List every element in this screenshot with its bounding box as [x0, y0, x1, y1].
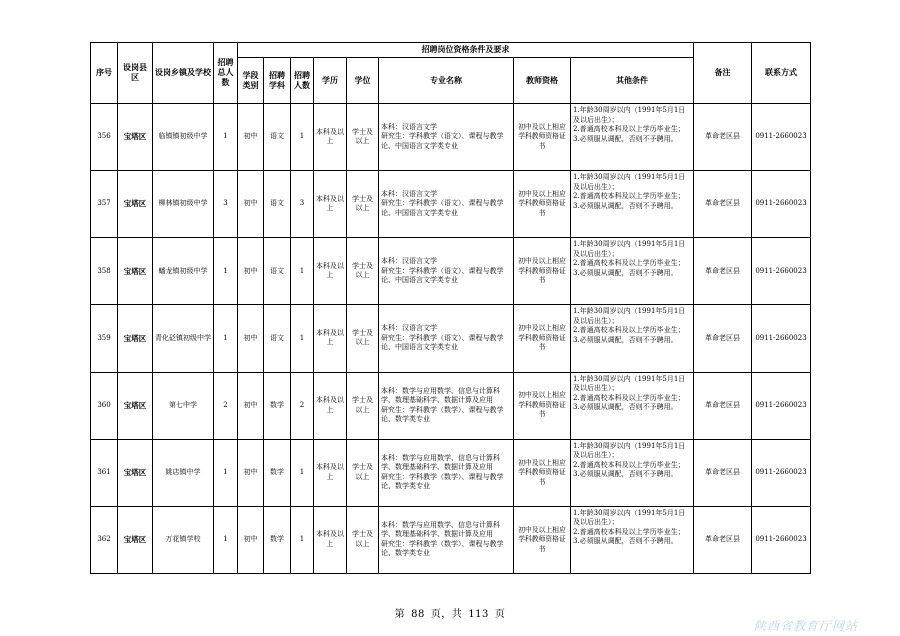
footer-total-pages: 113: [468, 609, 489, 620]
cell-school: 蟠龙镇初级中学: [153, 238, 214, 305]
cell-contact: 0911-2660023: [752, 104, 811, 171]
cell-other: [571, 171, 694, 238]
cell-seq: 361: [91, 439, 118, 506]
cell-teacher: 初中及以上相应学科教师资格证书: [514, 372, 571, 439]
cell-count: 1: [291, 104, 314, 171]
cell-stage: 初中: [238, 439, 264, 506]
cell-degree: 学士及以上: [347, 372, 379, 439]
header-stage: 学段类别: [238, 58, 264, 104]
cell-school: 青化砭镇初级中学: [153, 305, 214, 372]
cell-contact: 0911-2660023: [752, 372, 811, 439]
cell-edu: 本科及以上: [314, 104, 347, 171]
cell-contact: 0911-2660023: [752, 439, 811, 506]
other-line: 3.必须服从调配，否则不予聘用。: [573, 335, 678, 344]
header-contact: 联系方式: [752, 43, 811, 104]
cell-total: 1: [214, 238, 238, 305]
cell-seq: 362: [91, 506, 118, 573]
cell-degree: 学士及以上: [347, 104, 379, 171]
other-line: 3.必须服从调配，否则不予聘用。: [573, 201, 678, 210]
other-line: 3.必须服从调配，否则不予聘用。: [573, 537, 678, 546]
major-line: 研究生：学科教学（语文）、课程与教学论、中国语言文学类专业: [381, 266, 504, 285]
cell-school: 临镇镇初级中学: [153, 104, 214, 171]
cell-note: 革命老区县: [694, 104, 752, 171]
cell-count: 1: [291, 305, 314, 372]
cell-degree: 学士及以上: [347, 439, 379, 506]
cell-subject: 语文: [264, 305, 291, 372]
cell-stage: 初中: [238, 305, 264, 372]
footer-prefix: 第: [394, 609, 406, 620]
major-line: 本科：数学与应用数学、信息与计算科学、数理基础科学、数据计算及应用: [381, 453, 500, 472]
cell-county: 宝塔区: [118, 171, 153, 238]
cell-other: [571, 238, 694, 305]
cell-major: [379, 506, 514, 573]
cell-total: 1: [214, 506, 238, 573]
other-line: 2.普通高校本科及以上学历毕业生；: [573, 192, 685, 201]
header-edu: 学历: [314, 58, 347, 104]
cell-degree: 学士及以上: [347, 506, 379, 573]
header-note: 备注: [694, 43, 752, 104]
major-line: 研究生：学科教学（语文）、课程与教学论、中国语言文学类专业: [381, 132, 504, 150]
cell-stage: 初中: [238, 372, 264, 439]
major-line: 本科：汉语言文学: [381, 122, 437, 131]
header-total: 招聘总人数: [214, 43, 238, 104]
cell-county: 宝塔区: [118, 506, 153, 573]
cell-subject: 语文: [264, 104, 291, 171]
header-subject: 招聘学科: [264, 58, 291, 104]
cell-note: 革命老区县: [694, 305, 752, 372]
other-line: 1.年龄30周岁以内（1991年5月1日及以后出生）；: [573, 508, 686, 527]
cell-edu: 本科及以上: [314, 305, 347, 372]
other-line: 2.普通高校本科及以上学历毕业生；: [573, 125, 685, 133]
cell-county: 宝塔区: [118, 439, 153, 506]
footer-page-number: 88: [411, 609, 425, 620]
cell-count: 3: [291, 171, 314, 238]
header-school: 设岗乡镇及学校: [153, 43, 214, 104]
table-row: [91, 104, 811, 171]
cell-county: 宝塔区: [118, 305, 153, 372]
major-line: 研究生：学科教学（语文）、课程与教学论、中国语言文学类专业: [381, 333, 504, 352]
table-row: [91, 372, 811, 439]
other-line: 1.年龄30周岁以内（1991年5月1日及以后出生）；: [573, 106, 686, 124]
other-line: 3.必须服从调配，否则不予聘用。: [573, 470, 678, 479]
cell-other: [571, 305, 694, 372]
other-line: 2.普通高校本科及以上学历毕业生；: [573, 460, 685, 469]
cell-subject: 语文: [264, 171, 291, 238]
cell-note: 革命老区县: [694, 238, 752, 305]
cell-degree: 学士及以上: [347, 171, 379, 238]
cell-edu: 本科及以上: [314, 238, 347, 305]
cell-major: [379, 372, 514, 439]
cell-school: 柳林镇初级中学: [153, 171, 214, 238]
cell-total: 3: [214, 171, 238, 238]
cell-contact: 0911-2660023: [752, 238, 811, 305]
table-row: [91, 439, 811, 506]
cell-teacher: 初中及以上相应学科教师资格证书: [514, 305, 571, 372]
cell-seq: 357: [91, 171, 118, 238]
cell-count: 1: [291, 439, 314, 506]
cell-stage: 初中: [238, 171, 264, 238]
cell-degree: 学士及以上: [347, 238, 379, 305]
cell-edu: 本科及以上: [314, 171, 347, 238]
cell-note: 革命老区县: [694, 171, 752, 238]
cell-major: [379, 104, 514, 171]
cell-total: 2: [214, 372, 238, 439]
other-line: 2.普通高校本科及以上学历毕业生；: [573, 393, 685, 402]
cell-county: 宝塔区: [118, 372, 153, 439]
cell-stage: 初中: [238, 104, 264, 171]
table-row: [91, 238, 811, 305]
cell-contact: 0911-2660023: [752, 171, 811, 238]
cell-school: 万花镇学校: [153, 506, 214, 573]
header-count: 招聘人数: [291, 58, 314, 104]
cell-teacher: 初中及以上相应学科教师资格证书: [514, 238, 571, 305]
other-line: 2.普通高校本科及以上学历毕业生；: [573, 527, 685, 536]
cell-edu: 本科及以上: [314, 506, 347, 573]
major-line: 研究生：学科教学（数学）、课程与教学论、数学类专业: [381, 405, 504, 424]
cell-seq: 358: [91, 238, 118, 305]
other-line: 3.必须服从调配，否则不予聘用。: [573, 403, 678, 412]
other-line: 1.年龄30周岁以内（1991年5月1日及以后出生）；: [573, 173, 686, 191]
cell-count: 1: [291, 238, 314, 305]
cell-seq: 356: [91, 104, 118, 171]
table-row: [91, 506, 811, 573]
cell-subject: 语文: [264, 238, 291, 305]
cell-school: 第七中学: [153, 372, 214, 439]
cell-stage: 初中: [238, 506, 264, 573]
cell-other: [571, 104, 694, 171]
cell-note: 革命老区县: [694, 506, 752, 573]
cell-school: 姚店镇中学: [153, 439, 214, 506]
recruitment-table: [90, 42, 811, 574]
cell-major: [379, 171, 514, 238]
major-line: 研究生：学科教学（数学）、课程与教学论、数学类专业: [381, 539, 504, 558]
other-line: 1.年龄30周岁以内（1991年5月1日及以后出生）；: [573, 307, 686, 325]
cell-major: [379, 439, 514, 506]
cell-seq: 360: [91, 372, 118, 439]
cell-other: [571, 439, 694, 506]
table-row: [91, 171, 811, 238]
cell-contact: 0911-2660023: [752, 305, 811, 372]
cell-edu: 本科及以上: [314, 439, 347, 506]
cell-other: [571, 372, 694, 439]
major-line: 本科：汉语言文学: [381, 189, 437, 198]
cell-note: 革命老区县: [694, 372, 752, 439]
cell-total: 1: [214, 104, 238, 171]
cell-count: 2: [291, 372, 314, 439]
cell-county: 宝塔区: [118, 104, 153, 171]
footer-suffix: 页: [494, 609, 506, 620]
header-other: 其他条件: [571, 58, 694, 104]
major-line: 本科：汉语言文学: [381, 324, 437, 333]
major-line: 本科：汉语言文学: [381, 257, 437, 266]
cell-major: [379, 238, 514, 305]
cell-total: 1: [214, 305, 238, 372]
cell-subject: 数学: [264, 372, 291, 439]
footer-mid: 页，共: [430, 609, 463, 620]
header-major: 专业名称: [379, 58, 514, 104]
other-line: 3.必须服从调配，否则不予聘用。: [573, 268, 678, 277]
cell-subject: 数学: [264, 439, 291, 506]
cell-teacher: 初中及以上相应学科教师资格证书: [514, 104, 571, 171]
other-line: 1.年龄30周岁以内（1991年5月1日及以后出生）；: [573, 240, 686, 258]
cell-contact: 0911-2660023: [752, 506, 811, 573]
cell-teacher: 初中及以上相应学科教师资格证书: [514, 171, 571, 238]
cell-total: 1: [214, 439, 238, 506]
cell-other: [571, 506, 694, 573]
cell-teacher: 初中及以上相应学科教师资格证书: [514, 439, 571, 506]
other-line: 1.年龄30周岁以内（1991年5月1日及以后出生）；: [573, 441, 686, 460]
major-line: 本科：数学与应用数学、信息与计算科学、数理基础科学、数据计算及应用: [381, 386, 500, 405]
cell-degree: 学士及以上: [347, 305, 379, 372]
cell-seq: 359: [91, 305, 118, 372]
cell-teacher: 初中及以上相应学科教师资格证书: [514, 506, 571, 573]
header-degree: 学位: [347, 58, 379, 104]
header-teacher: 教师资格: [514, 58, 571, 104]
major-line: 研究生：学科教学（语文）、课程与教学论、中国语言文学类专业: [381, 199, 504, 217]
cell-stage: 初中: [238, 238, 264, 305]
table-row: [91, 305, 811, 372]
cell-count: 1: [291, 506, 314, 573]
other-line: 2.普通高校本科及以上学历毕业生；: [573, 326, 685, 335]
cell-note: 革命老区县: [694, 439, 752, 506]
header-seq: 序号: [91, 43, 118, 104]
cell-edu: 本科及以上: [314, 372, 347, 439]
cell-county: 宝塔区: [118, 238, 153, 305]
header-group: 招聘岗位资格条件及要求: [238, 43, 694, 58]
header-county: 设岗县区: [118, 43, 153, 104]
other-line: 2.普通高校本科及以上学历毕业生；: [573, 259, 685, 268]
cell-major: [379, 305, 514, 372]
watermark: 陕西省教育厅网站: [753, 619, 858, 633]
major-line: 研究生：学科教学（数学）、课程与教学论、数学类专业: [381, 472, 504, 491]
other-line: 1.年龄30周岁以内（1991年5月1日及以后出生）；: [573, 374, 686, 393]
other-line: 3.必须服从调配，否则不予聘用。: [573, 134, 678, 143]
major-line: 本科：数学与应用数学、信息与计算科学、数理基础科学、数据计算及应用: [381, 520, 500, 539]
cell-subject: 数学: [264, 506, 291, 573]
